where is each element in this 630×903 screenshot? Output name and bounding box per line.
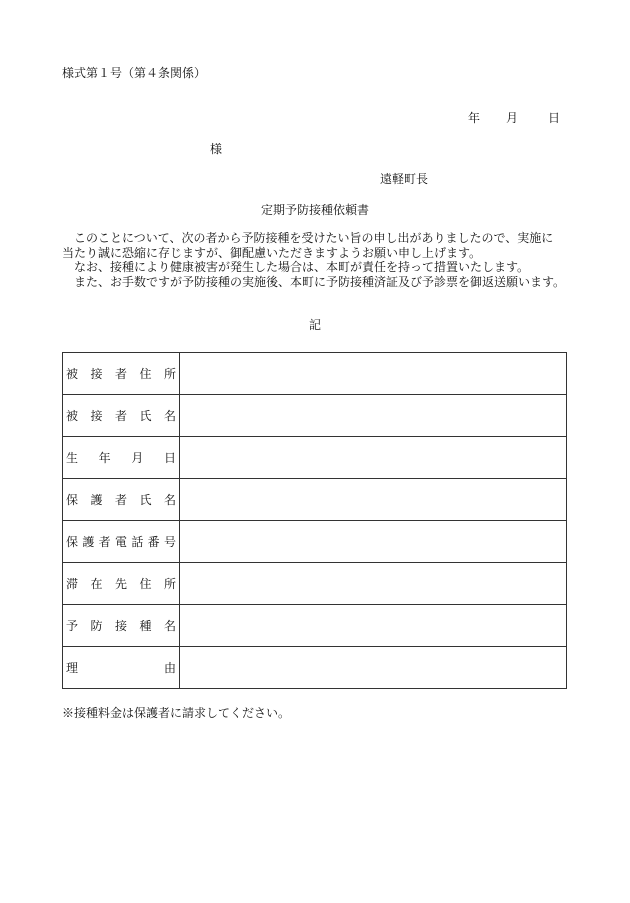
date-day-label: 日 [548,111,561,125]
table-row [63,479,567,521]
fee-note: ※接種料金は保護者に請求してください。 [62,706,291,720]
body-text [62,231,565,289]
row-label: 生年月日 [66,451,176,465]
row-value-field[interactable] [180,605,567,647]
table-row [63,605,567,647]
form-number: 様式第１号（第４条関係） [62,66,207,80]
date-line [468,109,560,126]
body-paragraph-1-line-2: 当たり誠に恐縮に存じますが、御配慮いただきますようお願い申し上げます。 [62,245,482,260]
table-row [63,563,567,605]
row-label-cell [63,395,180,437]
row-label-cell [63,479,180,521]
body-paragraph-2: なお、接種により健康被害が発生した場合は、本町が責任を持って措置いたします。 [74,260,530,274]
row-label: 保護者氏名 [66,493,176,507]
date-month-label: 月 [506,111,519,125]
date-year-label: 年 [468,111,481,125]
document-title: 定期予防接種依頼書 [260,203,369,217]
row-label: 予防接種名 [66,619,176,633]
row-label-cell [63,563,180,605]
row-value-field[interactable] [180,395,567,437]
row-label: 被接者住所 [66,367,176,381]
table-row [63,521,567,563]
table-row [63,647,567,689]
row-value-field[interactable] [180,353,567,395]
row-label-cell [63,605,180,647]
body-paragraph-3: また、お手数ですが予防接種の実施後、本町に予防接種済証及び予診票を御返送願います。 [74,274,566,289]
request-form-table [62,352,567,689]
row-label-cell [63,521,180,563]
row-value-field[interactable] [180,647,567,689]
addressee-suffix: 様 [210,142,223,156]
row-label-cell [63,647,180,689]
row-value-field[interactable] [180,437,567,479]
issuer-name: 遠軽町長 [380,172,429,186]
row-label: 理由 [66,661,176,675]
row-label: 被接者氏名 [66,409,176,423]
row-label: 滞在先住所 [66,577,176,591]
row-value-field[interactable] [180,563,567,605]
row-label-cell [63,353,180,395]
row-label-cell [63,437,180,479]
table-row [63,395,567,437]
row-value-field[interactable] [180,521,567,563]
row-value-field[interactable] [180,479,567,521]
table-row [63,353,567,395]
table-row [63,437,567,479]
row-label: 保護者電話番号 [66,535,176,549]
ki-heading: 記 [308,318,321,332]
body-paragraph-1-line-1: このことについて、次の者から予防接種を受けたい旨の申し出がありましたので、実施に [74,231,554,245]
